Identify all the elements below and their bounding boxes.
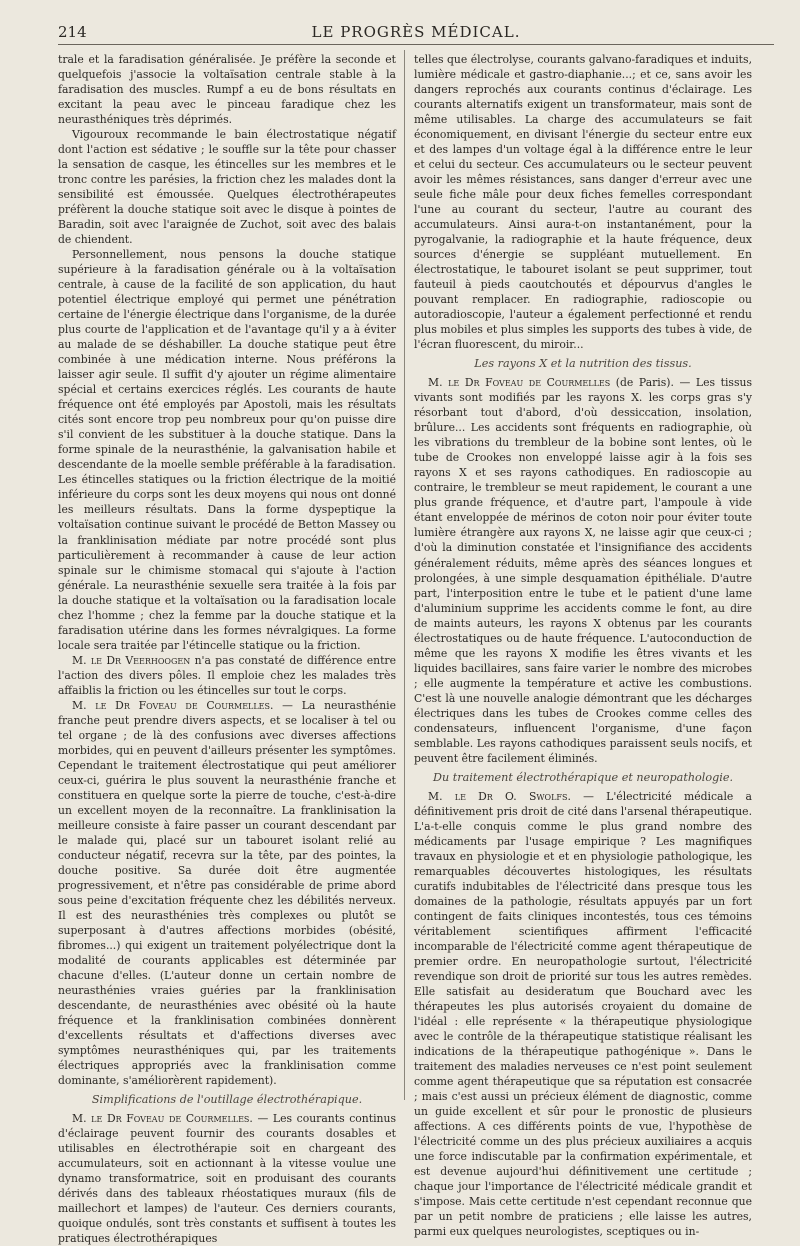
paragraph: telles que électrolyse, courants galvano-faradiques et induits, lumière médicale et gastro-diaphanie...; et ce, sans avoir les dangers reprochés aux courants continus d'éclairage. Les courants alternatifs exigent un transformateur, mais sont de même utilisables. La charge des accumulateurs se fait économiquement, en divisant l'énergie du secteur entre eux et des lampes d'un voltage égal à la différence entre le leur et celui du secteur. Ces accumulateurs ou le secteur peuvent avoir les mêmes résistances, sans danger d'erreur avec une seule fiche mâle pour deux fiches femelles correspondant l'une au courant du secteur, l'autre au courant des accumulateurs. Ainsi aura-t-on instantanément, pour la pyrogalvanie, la radiographie et la haute fréquence, deux sources d'énergie se suppléant mutuellement. En électrostatique, le tabouret isolant se peut supprimer, tout fauteuil à pieds caoutchoutés et dépourvus d'angles le pouvant remplacer. En radiographie, radioscopie ou autoradioscopie, l'auteur a également perfectionné et rendu plus mobiles et plus simples les supports des tubes à vide, de l'écran fluorescent, du miroir... [414,53,752,352]
paragraph-text: (de Paris). — Les tissus vivants sont modifiés par les rayons X. les corps gras s'y résorbant tout d'abord, d'où dessiccation, insolation, brûlure... Les accidents sont fréquents en radiographie, où les vibrations du trembleur de la bobine sont lentes, où le tube de Crookes non enveloppé laisse agir à la fois ses rayons X et ses rayons cathodiques. En radioscopie au contraire, le trembleur se meut rapidement, le courant a une plus grande fréquence, et d'autre part, l'ampoule à vide étant enveloppée de mérinos de coton noir pour éviter toute lumière étrangère aux rayons X, ne laisse agir que ceux-ci ; d'où la diminution constatée et l'insignifiance des accidents généralement réduits, même après des séances longues et prolongées, à une simple desquamation épithéliale. D'autre part, l'interposition entre le tube et le patient d'une lame d'aluminium supprime les accidents comme le font, au dire de maints auteurs, les rayons X obtenus par les courants électrostatiques ou de haute fréquence. L'autoconduction de même que les rayons X modifie les êtres vivants et les liquides bacillaires, sans faire varier le nombre des microbes ; elle augmente la température et active les combustions. C'est là une nouvelle analogie démontrant que les décharges électriques dans les tubes de Crookes comme celles des condensateurs, influencent l'organisme, d'une façon semblable. Les rayons cathodiques paraissent seuls nocifs, et peuvent être facilement éliminés. [414,376,752,765]
section-heading: Les rayons X et la nutrition des tissus. [474,357,692,371]
paragraph-text: — Les courants continus d'éclairage peuvent fournir des courants dosables et utilisables en électrothérapie soit en chargeant des accumulateurs, soit en actionnant à la vitesse voulue une dynamo transformatrice, soit en produisant des courants dérivés dans des tableaux rhéostatiques muraux (fils de maillechort et lampes) de l'auteur. Ces derniers courants, quoique ondulés, sont très constants et suffisent à toutes les pratiques électrothérapiques [58,1112,396,1246]
paragraph-text: n'a pas constaté de différence entre l'action des divers pôles. Il emploie chez les malades très affaiblis la friction ou les étincelles sur tout le corps. [58,653,396,697]
paragraph [414,375,752,765]
section-heading: Simplifications de l'outillage électrothérapique. [91,1093,363,1107]
paragraph: Vigouroux recommande le bain électrostatique négatif dont l'action est sédative ; le souffle sur la tête pour chasser la sensation de casque, les étincelles sur les membres et le tronc contre les parésies, la friction chez les malades dont la sensibilité est émoussée. Quelques électrothérapeutes préfèrent la douche statique soit avec le disque à pointes de Baradin, soit avec l'araignée de Zuchot, soit avec des balais de chiendent. [58,128,396,247]
paragraph-text: — La neurasthénie franche peut prendre divers aspects, et se localiser à tel ou tel organe ; de là des confusions avec diverses affections morbides, qui en peuvent d'ailleurs présenter les symptômes. Cependant le traitement électrostatique qui peut améliorer ceux-ci, guérira le plus souvent la neurasthénie franche et constituera en quelque sorte la pierre de touche, c'est-à-dire un excellent moyen de la reconnaître. La franklinisation la meilleure consiste à faire passer un courant descendant par le malade qui, placé sur un tabouret isolant relié au conducteur négatif, recevra sur la tête, par des pointes, la douche positive. Sa durée doit être augmentée progressivement, et n'être pas considérable de prime abord sous peine d'excitation fréquente chez les débilités nerveux. Il est des neurasthénies très complexes ou plutôt se superposant à d'autres affections morbides (obésité, fibromes...) qui exigent un traitement polyélectrique dont la modalité de courants applicables est déterminée par chacune d'elles. (L'auteur donne un certain nombre de neurasthénies vraies guéries par la franklinisation descendante, de neurasthénies avec obésité où la haute fréquence et la franklinisation combinées donnèrent d'excellents résultats et d'affections diverses avec symptômes neurasthéniques qui, par les traitements électriques appropriés avec la franklinisation comme dominante, s'améliorèrent rapidement). [58,698,396,1088]
page-number: 214 [58,23,87,41]
journal-title: LE PROGRÈS MÉDICAL. [311,23,521,41]
author-name: M. le Dr Foveau de Courmelles. [72,1112,253,1126]
author-name: M. le Dr O. Swolfs. [428,789,571,803]
author-name: M. le Dr Veerhoogen [72,653,191,667]
paragraph: trale et la faradisation généralisée. Je préfère la seconde et quelquefois j'associe la voltaïsation centrale stable à la faradisation des muscles. Rumpf a eu de bons résultats en excitant la peau avec le pinceau faradique chez les neurasthéniques très déprimés. [58,53,396,127]
paragraph [414,789,752,1239]
author-name: M. le Dr Foveau de Courmelles [428,376,611,390]
paragraph [58,698,396,1088]
running-header [58,22,774,45]
paragraph [58,1111,396,1246]
section-heading: Du traitement électrothérapique et neuropathologie. [433,770,733,784]
left-column [58,52,396,1246]
paragraph [58,653,396,698]
right-column [414,52,752,1239]
author-name: M. le Dr Foveau de Courmelles. [72,698,274,712]
column-divider [404,50,405,1100]
paragraph-text: — L'électricité médicale a définitivement pris droit de cité dans l'arsenal thérapeutique. L'a-t-elle conquis comme le plus grand nombre des médicaments par l'usage empirique ? Les magnifiques travaux en physiologie et et en physiologie pathologique, les remarquables découvertes histologiques, les résultats curatifs indubitables de l'électricité dans presque tous les domaines de la pathologie, résultats appuyés par un fort contingent de faits cliniques incontestés, tous ces témoins véritablement scientifiques affirment l'efficacité incomparable de l'électricité comme agent thérapeutique de premier ordre. En neuropathologie surtout, l'électricité revendique son droit de priorité sur tous les autres remèdes. Elle satisfait au desideratum que Bouchard avec les thérapeutes les plus autorisés croyaient du domaine de l'idéal : elle représente « la thérapeutique physiologique avec le contrôle de la thérapeutique statistique réalisant les indications de la thérapeutique pathogénique ». Dans le traitement des maladies nerveuses ce n'est point seulement comme agent thérapeutique que sa réputation est consacrée ; mais c'est aussi un précieux élément de diagnostic, comme un guide excellent et sûr pour le pronostic de plusieurs affections. A ces différents points de vue, l'hypothèse de l'électricité comme un des plus précieux auxiliaires a acquis une force indiscutable par la confirmation expérimentale, et est devenue aujourd'hui définitivement une certitude ; chaque jour l'importance de l'électricité médicale grandit et s'impose. Mais cette certitude n'est cependant reconnue que par un petit nombre de praticiens ; elle laisse les autres, parmi eux quelques neurologistes, sceptiques ou in- [414,789,752,1239]
paragraph: Personnellement, nous pensons la douche statique supérieure à la faradisation générale ou à la voltaïsation centrale, à cause de la facilité de son application, du haut potentiel électrique employé qui permet une pénétration certaine de l'énergie électrique dans l'organisme, de la durée plus courte de l'application et de l'avantage qu'il y a à éviter au malade de se déshabiller. La douche statique peut être combinée à une médication interne. Nous préférons la laisser agir seule. Il suffit d'y ajouter un régime alimentaire spécial et certains exercices réglés. Les courants de haute fréquence ont été employés par Apostoli, mais les résultats cités sont encore trop peu nombreux pour qu'on puisse dire s'il convient de les substituer à la douche statique. Dans la forme spinale de la neurasthénie, la galvanisation habile et descendante de la moelle semble préférable à la faradisation. Les étincelles statiques ou la friction électrique de la moitié inférieure du corps sont les deux moyens qui nous ont donné les meilleurs résultats. Dans la forme dyspeptique la voltaïsation continue suivant le procédé de Betton Massey ou la franklinisation médiate par notre procédé sont plus particulièrement à recommander à cause de leur action spinale sur le chimisme stomacal qui s'ajoute à l'action générale. La neurasthénie sexuelle sera traitée à la fois par la douche statique et la voltaïsation ou la faradisation locale chez l'homme ; chez la femme par la douche statique et la faradisation utérine dans les formes névralgiques. La forme locale sera traitée par l'étincelle statique ou la friction. [58,248,396,652]
